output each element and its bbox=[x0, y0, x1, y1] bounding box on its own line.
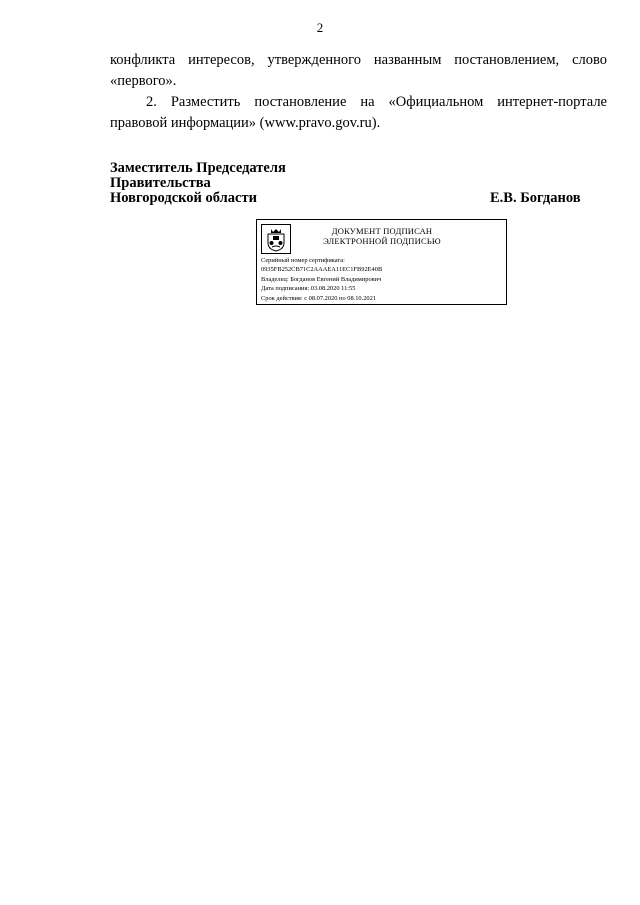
novgorod-coat-of-arms-icon bbox=[261, 224, 291, 254]
signer-name: Е.В. Богданов bbox=[490, 190, 581, 206]
signer-position-line-1: Заместитель Председателя bbox=[110, 160, 286, 176]
body-paragraph-1: конфликта интересов, утвержденного названным постановлением, слово «первого». bbox=[110, 52, 607, 89]
signer-position-line-2: Правительства bbox=[110, 175, 211, 191]
stamp-validity: Срок действия: с 08.07.2020 по 08.10.2021 bbox=[261, 294, 377, 302]
stamp-serial-label: Серийный номер сертификата: bbox=[261, 257, 345, 264]
stamp-title-line-2: ЭЛЕКТРОННОЙ ПОДПИСЬЮ bbox=[323, 236, 441, 246]
stamp-owner: Владелец: Богданов Евгений Владимирович bbox=[261, 275, 382, 283]
electronic-signature-stamp bbox=[256, 219, 507, 305]
body-paragraph-2: 2. Разместить постановление на «Официальном интернет-портале правовой информации» (www.pravo.gov.ru). bbox=[110, 94, 607, 131]
signer-position-line-3: Новгородской области bbox=[110, 190, 257, 206]
stamp-serial: 0935FB252CB71C2AAAEA11EC1FB92E40B bbox=[261, 266, 383, 274]
page-number: 2 bbox=[316, 20, 324, 35]
stamp-signed-date: Дата подписания: 03.08.2020 11:55 bbox=[261, 285, 356, 293]
stamp-title bbox=[297, 226, 467, 246]
stamp-details bbox=[261, 256, 382, 303]
stamp-title-line-1: ДОКУМЕНТ ПОДПИСАН bbox=[331, 226, 433, 236]
signer-position bbox=[110, 161, 286, 206]
